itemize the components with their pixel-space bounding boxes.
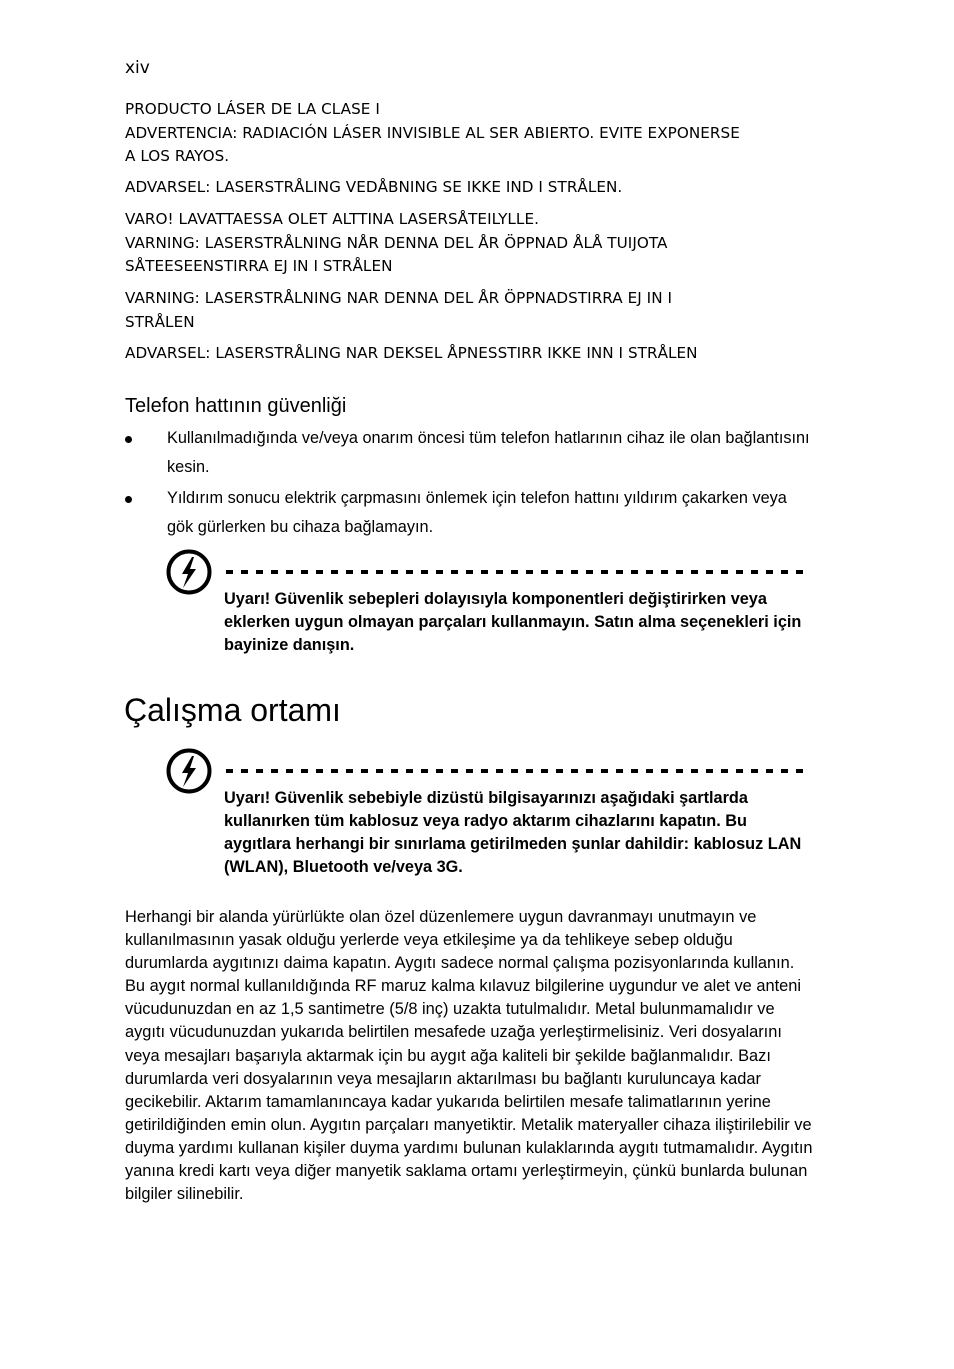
warning-text: Uyarı! Güvenlik sebebiyle dizüstü bilgisayarınızı aşağıdaki şartlarda kullanırken tüm kablosuz veya radyo aktarım cihazlarını kapatın. Bu aygıtlara herhangi bir sınırlama getirilmeden şunlar dahildir: kablosuz LAN (WLAN), Bluetooth ve/veya 3G.: [224, 789, 802, 876]
laser-warning-danish: [125, 176, 815, 200]
bullet-list: [125, 424, 815, 544]
laser-line: PRODUCTO LÁSER DE LA CLASE I: [125, 100, 380, 118]
laser-warning-finnish-swedish: [125, 208, 815, 279]
bullet-text: Kullanılmadığında ve/veya onarım öncesi tüm telefon hatlarının cihaz ile olan bağlantısını kesin.: [167, 429, 810, 476]
laser-line: A LOS RAYOS.: [125, 147, 230, 165]
list-item: [125, 484, 815, 542]
laser-warning-norwegian: [125, 342, 815, 366]
laser-warning-spanish: [125, 98, 815, 169]
warning-text: Uyarı! Güvenlik sebepleri dolayısıyla komponentleri değiştirirken veya eklerken uygun olmayan parçaları kullanmayın. Satın alma seçenekleri için bayinize danışın.: [224, 590, 802, 654]
laser-warning-swedish: [125, 287, 815, 334]
lightning-warning-icon: [165, 548, 213, 596]
page-title: Çalışma ortamı: [124, 692, 341, 728]
list-item: [125, 424, 815, 482]
laser-line: SÅTEESEENSTIRRA EJ IN I STRÅLEN: [125, 257, 393, 275]
section-heading: Telefon hattının güvenliği: [125, 395, 347, 417]
laser-line: VARO! LAVATTAESSA OLET ALTTINA LASERSÅTEILYLLE.: [125, 210, 539, 228]
body-paragraph: Herhangi bir alanda yürürlükte olan özel düzenlemere uygun davranmayı unutmayın ve kullanılmasının yasak olduğu yerlerde veya etkileşime ya da tehlikeye sebep olduğu durumlarda aygıtınızı daima kapatın. Aygıtı sadece normal çalışma pozisyonlarında kullanın. Bu aygıt normal kullanıldığında RF maruz kalma kılavuz bilgilerine uygundur ve alet ve anteni vücudunuzdan en az 1,5 santimetre (5/8 inç) uzakta tutulmalıdır. Metal bulunmamalıdır ve aygıtı vücudunuzdan yukarıda belirtilen mesafede uzağa yerleştirmelisiniz. Veri dosyalarını veya mesajları başarıyla aktarmak için bu aygıt ağa kaliteli bir şekilde bağlanmalıdır. Bazı durumlarda veri dosyalarının veya mesajların aktarılması bu bağlantı kuruluncaya kadar gecikebilir. Aktarım tamamlanıncaya kadar yukarıda belirtilen mesafe talimatlarının yerine getirildiğinden emin olun. Aygıtın parçaları manyetiktir. Metalik materyaller cihaza iliştirilebilir ve duyma yardımı kullanan kişiler duyma yardımı bulunan kulaklarında aygıtı tutmamalıdır. Aygıtın yanına kredi kartı veya diğer manyetik saklama ortamı yerleştirmeyin, çünkü bunlarda bulunan bilgiler silinebilir.: [125, 908, 813, 1204]
dashed-divider: [226, 769, 810, 773]
lightning-warning-icon: [165, 747, 213, 795]
page-number: xiv: [125, 58, 150, 78]
laser-line: ADVERTENCIA: RADIACIÓN LÁSER INVISIBLE AL SER ABIERTO. EVITE EXPONERSE: [125, 123, 740, 142]
laser-line: VARNING: LASERSTRÅLNING NAR DENNA DEL ÅR ÖPPNADSTIRRA EJ IN I: [125, 289, 673, 307]
laser-line: STRÅLEN: [125, 312, 195, 331]
bullet-text: Yıldırım sonucu elektrik çarpmasını önlemek için telefon hattını yıldırım çakarken veya gök gürlerken bu cihaza bağlamayın.: [167, 489, 787, 536]
bullet-icon: [125, 496, 132, 503]
dashed-divider: [226, 570, 810, 574]
laser-line: VARNING: LASERSTRÅLNING NÅR DENNA DEL ÅR ÖPPNAD ÅLÅ TUIJOTA: [125, 233, 668, 252]
laser-line: ADVARSEL: LASERSTRÅLING NAR DEKSEL ÅPNESSTIRR IKKE INN I STRÅLEN: [125, 344, 698, 362]
laser-line: ADVARSEL: LASERSTRÅLING VEDÅBNING SE IKKE IND I STRÅLEN.: [125, 178, 623, 196]
bullet-icon: [125, 436, 132, 443]
